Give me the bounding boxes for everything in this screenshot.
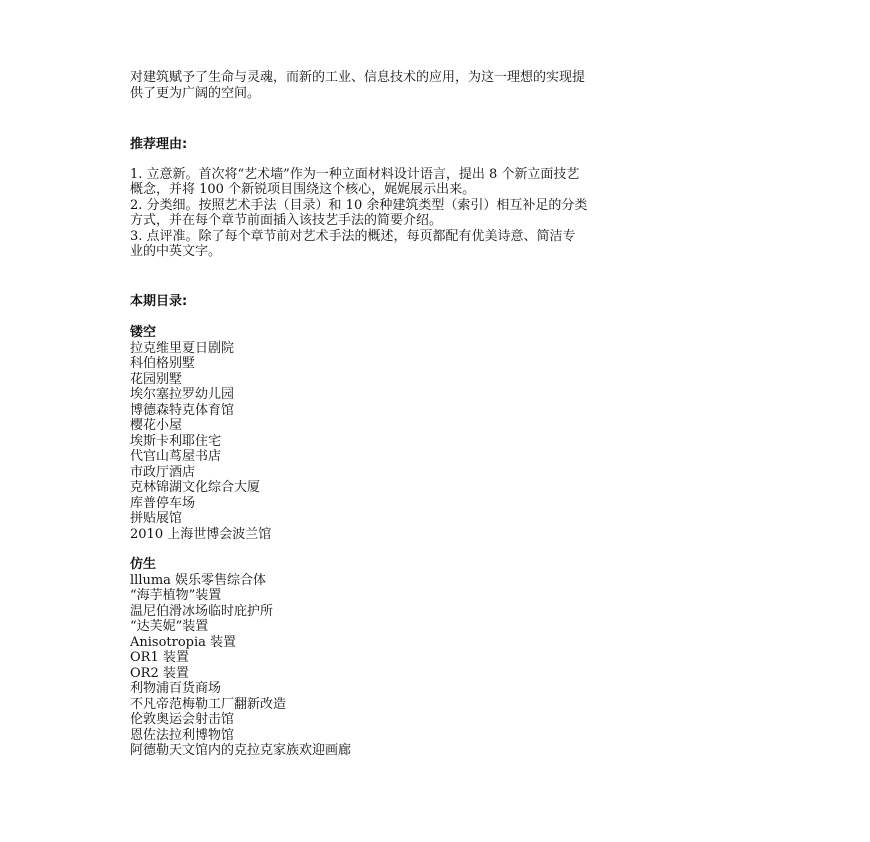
section-title: 仿生	[130, 557, 157, 572]
reason-line: 3. 点评准。除了每个章节前对艺术手法的概述，每页都配有优美诗意、简洁专	[130, 228, 576, 244]
list-item: 花园别墅	[130, 371, 183, 387]
list-item: 拉克维里夏日剧院	[130, 340, 235, 356]
toc-section-hollow	[130, 325, 750, 542]
list-item: 伦敦奥运会射击馆	[130, 712, 235, 727]
list-item: 埃尔塞拉罗幼儿园	[130, 387, 235, 402]
list-item: Anisotropia 装置	[130, 634, 237, 650]
list-item: 利物浦百货商场	[130, 681, 222, 696]
list-item: 阿德勒天文馆内的克拉克家族欢迎画廊	[130, 743, 352, 758]
list-item: OR2 装置	[130, 665, 189, 681]
section-title: 镂空	[130, 325, 157, 340]
list-item: 埃斯卡利耶住宅	[130, 433, 222, 449]
list-item: 2010 上海世博会波兰馆	[130, 526, 272, 542]
list-item: 拼贴展馆	[130, 511, 183, 526]
list-item: OR1 装置	[130, 650, 189, 665]
list-item: llluma 娱乐零售综合体	[130, 572, 267, 588]
toc-section-bionic	[130, 557, 750, 759]
list-item: “达芙妮”装置	[130, 619, 209, 634]
reason-line: 业的中英文字。	[130, 244, 222, 259]
list-item: 库普停车场	[130, 495, 196, 511]
reasons-heading: 推荐理由:	[130, 137, 188, 152]
list-item: 科伯格别墅	[130, 356, 196, 371]
reason-line: 2. 分类细。按照艺术手法（目录）和 10 余种建筑类型（索引）相互补足的分类	[130, 197, 588, 213]
reason-line: 概念，并将 100 个新锐项目围绕这个核心，娓娓展示出来。	[130, 182, 476, 197]
document-page	[130, 70, 750, 774]
list-item: 温尼伯滑冰场临时庇护所	[130, 603, 274, 619]
intro-paragraph	[130, 70, 750, 101]
list-item: 克林锦湖文化综合大厦	[130, 480, 261, 495]
list-item: 恩佐法拉利博物馆	[130, 727, 235, 743]
list-item: 市政厅酒店	[130, 464, 196, 480]
reason-line: 方式，并在每个章节前面插入该技艺手法的简要介绍。	[130, 213, 443, 228]
list-item: 博德森特克体育馆	[130, 402, 235, 418]
reasons-paragraph	[130, 167, 750, 260]
list-item: “海芋植物”装置	[130, 588, 222, 603]
list-item: 不凡帝范梅勒工厂翻新改造	[130, 696, 287, 712]
list-item: 代官山茑屋书店	[130, 449, 222, 464]
reason-line: 1. 立意新。首次将“艺术墙”作为一种立面材料设计语言，提出 8 个新立面技艺	[130, 166, 580, 182]
toc-heading: 本期目录:	[130, 293, 188, 309]
intro-line: 对建筑赋予了生命与灵魂，而新的工业、信息技术的应用，为这一理想的实现提	[130, 70, 586, 85]
intro-line: 供了更为广阔的空间。	[130, 85, 261, 101]
list-item: 樱花小屋	[130, 418, 183, 433]
